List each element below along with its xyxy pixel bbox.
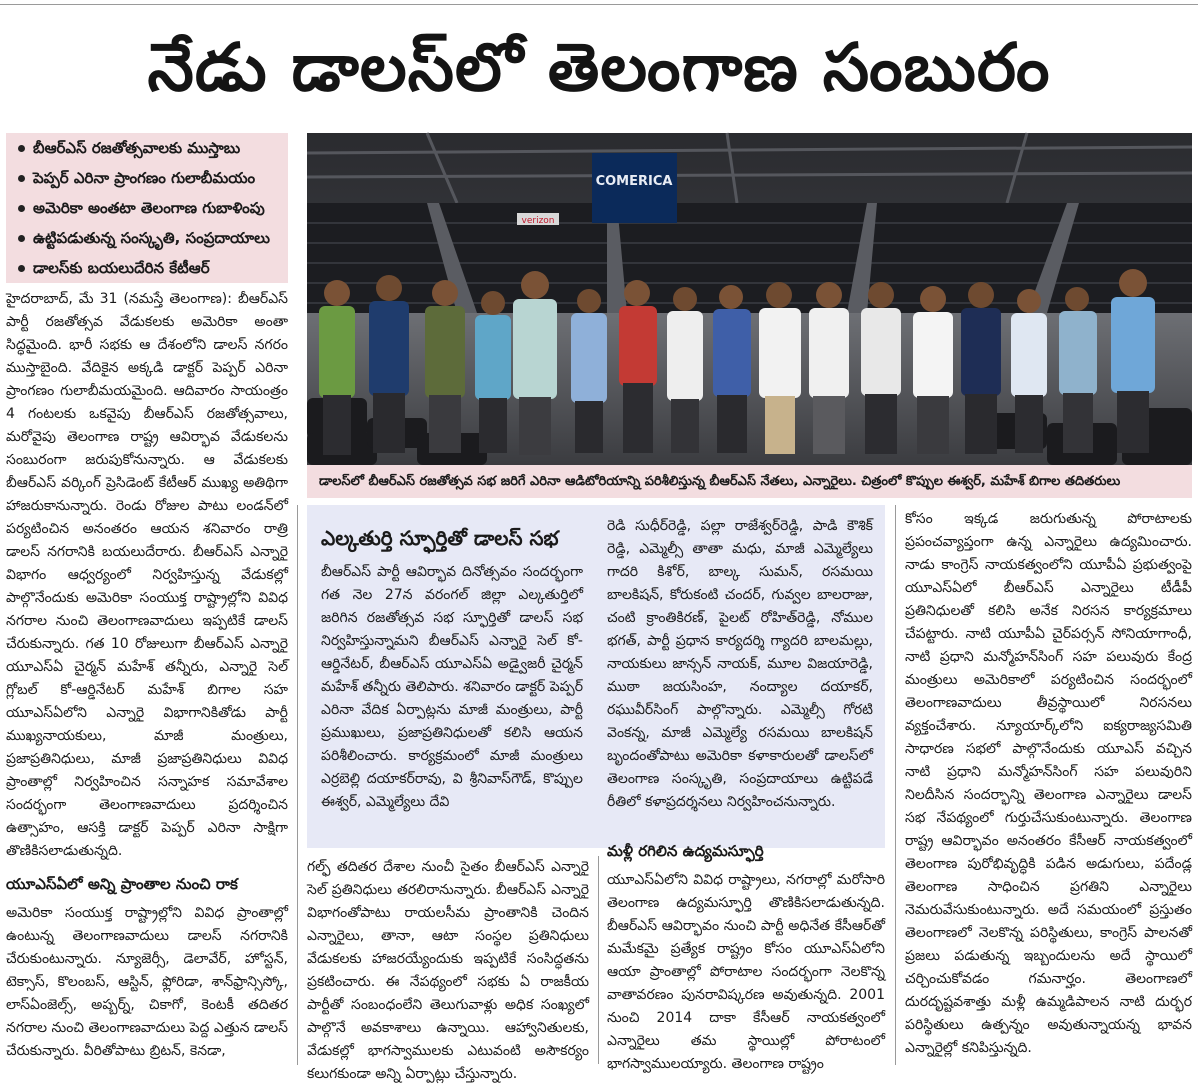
subheading: యూఎస్‌ఏలో అన్ని ప్రాంతాల నుంచి రాక [6,875,238,893]
column-divider [297,505,298,1065]
sponsor-sign: verizon [521,216,555,226]
column-1 [6,288,288,1064]
top-rule [0,4,1198,5]
box-column-left [321,561,583,841]
highlight-item [6,193,288,223]
box-column-right [607,515,873,810]
article-text: యూఎస్‌ఏలోని వివిధ రాష్ట్రాలు, నగరాల్లో మరోసారి తెలంగాణ ఉద్యమస్ఫూర్తి తొణికిసలాడుతున్నది. బీఆర్‌ఎస్ ఆవిర్భావం నుంచి పార్టీ అధినేత కేసీఆర్‌తో మమేకమై ప్రత్యేక రాష్ట్రం కోసం యూఎస్‌ఏలోని ఆయా ప్రాంతాల్లో పోరాటాల సందర్భంగా నెలకొన్న వాతావరణం పునరావిష్కరణ అవుతున్నది. 2001 నుంచి 2014 దాకా కేసీఆర్ నాయకత్వంలో ఎన్నారైలు తమ స్థాయిల్లో పోరాటంలో భాగస్వాములయ్యారు. తెలంగాణ రాష్ట్రం [607,872,885,1072]
news-photo [307,133,1192,465]
arena-sign: COMERICA [595,174,673,189]
article-text: గల్ఫ్ తదితర దేశాల నుంచీ సైతం బీఆర్‌ఎస్ ఎన్నారై సెల్ ప్రతినిధులు తరలిరానున్నారు. బీఆర్‌ఎస్ ఎన్నారై విభాగంతోపాటు రాయలసీమ ప్రాంతానికి చెందిన ఎన్నారైలు, తానా, ఆటా సంస్థల ప్రతినిధులు వేడుకలకు హాజరయ్యేందుకు ఇప్పటికే సంసిద్ధతను ప్రకటించారు. ఈ నేపథ్యంలో సభకు ఏ రాజకీయ పార్టీతో సంబంధంలేని తెలుగువాళ్లు అధిక సంఖ్యలో పాల్గొనే అవకాశాలు ఉన్నాయి. ఆహ్వానితులకు, వేడుకల్లో భాగస్వాములకు ఎటువంటి అసౌకర్యం కలుగకుండా అన్ని ఏర్పాట్లు చేస్తున్నారు. [307,859,589,1082]
subheading: మళ్లీ రగిలిన ఉద్యమస్ఫూర్తి [607,842,764,860]
highlight-item [6,163,288,193]
people-group [319,269,1155,455]
highlight-item [6,223,288,253]
arena-group-photo-illustration [307,133,1192,465]
highlights-box [6,133,288,283]
article-text: కోసం ఇక్కడ జరుగుతున్న పోరాటాలకు ప్రపంచవ్యాప్తంగా ఉన్న ఎన్నారైలు ఉద్యమించారు. నాడు కాంగ్రెస్ నాయకత్వంలోని యూపీఏ ప్రభుత్వంపై యూఎస్‌ఏలో బీఆర్‌ఎస్ ఎన్నారైలు టీడీపీ ప్రతినిధులతో కలిసి అనేక నిరసన కార్యక్రమాలు చేపట్టారు. నాటి యూపీఏ చైర్‌పర్సన్ సోనియాగాంధీ, నాటి ప్రధాని మన్మోహన్‌సింగ్ సహ పలువురు కేంద్ర మంత్రులు అమెరికాలో పర్యటించిన సందర్భంలో తెలంగాణవాదులు తీవ్రస్థాయిలో నిరసనలు వ్యక్తంచేశారు. న్యూయార్క్‌లోని ఐక్యరాజ్యసమితి సాధారణ సభలో పాల్గొనేందుకు యూఎస్ వచ్చిన నాటి ప్రధాని మన్మోహన్‌సింగ్ సహ పలువురిని నిలదీసిన సందర్భాన్ని తెలంగాణ ఎన్నారైలు డాలస్ సభ నేపథ్యంలో గుర్తుచేసుకుంటున్నారు. తెలంగాణ రాష్ట్ర ఆవిర్భావం అనంతరం కేసీఆర్ నాయకత్వంలో తెలంగాణ పురోభివృద్ధికి పడిన అడుగులు, పదేండ్ల తెలంగాణ సాధించిన ప్రగతిని ఎన్నారైలు నెమరువేసుకుంటున్నారు. అదే సమయంలో ప్రస్తుతం తెలంగాణలో నెలకొన్న పరిస్థితులు, కాంగ్రెస్ పాలనతో ప్రజలు పడుతున్న ఇబ్బందులను అదే స్థాయిలో చర్చించుకోవడం గమనార్హం. తెలంగాణలో దురదృష్టవశాత్తు మళ్లీ ఉమ్మడిపాలన నాటి దుర్భర పరిస్థితులు ఉత్పన్నం అవుతున్నాయన్న భావన ఎన్నారైల్లో కనిపిస్తున్నది. [905,511,1192,1056]
bullet-icon [18,205,25,212]
photo-caption: డాలస్‌లో బీఆర్‌ఎస్ రజతోత్సవ సభ జరిగే ఎరినా ఆడిటోరియాన్ని పరిశీలిస్తున్న బీఆర్‌ఎస్ నేతలు, ఎన్నారైలు. చిత్రంలో కొప్పుల ఈశ్వర్, మహేశ్ బిగాల తదితరులు [307,465,1192,498]
highlight-item [6,253,288,283]
highlight-text: అమెరికా అంతటా తెలంగాణ గుబాళింపు [33,199,265,217]
column-2 [307,856,589,1082]
column-4 [905,508,1192,1064]
column-divider [895,505,896,1065]
highlight-item [6,133,288,163]
bullet-icon [18,265,25,272]
highlight-text: పెప్పర్ ఎరినా ప్రాంగణం గులాబీమయం [33,169,256,187]
column-3 [607,830,885,1072]
article-text: హైదరాబాద్, మే 31 (నమస్తే తెలంగాణ): బీఆర్‌ఎస్ పార్టీ రజతోత్సవ వేడుకలకు అమెరికా అంతా సిద్ధమైంది. భారీ సభకు ఆ దేశంలోని డాలస్ నగరం ముస్తాబైంది. వేదికైన అక్కడి డాక్టర్ పెప్పర్ ఎరినా ప్రాంగణం గులాబీమయమైంది. ఆదివారం సాయంత్రం 4 గంటలకు ఒకవైపు బీఆర్‌ఎస్ రజతోత్సవాలు, మరోవైపు తెలంగాణ రాష్ట్ర ఆవిర్భావ వేడుకలను సంబురంగా జరుపుకోనున్నారు. ఆ వేడుకలకు బీఆర్‌ఎస్ వర్కింగ్ ప్రెసిడెంట్ కేటీఆర్ ముఖ్య అతిథిగా హాజరుకానున్నారు. రెండు రోజుల పాటు లండన్‌లో పర్యటించిన అనంతరం ఆయన శనివారం రాత్రి డాలస్ నగరానికి బయలుదేరారు. బీఆర్‌ఎస్ ఎన్నారై విభాగం ఆధ్వర్యంలో నిర్వహిస్తున్న వేడుకల్లో పాల్గొనేందుకు అమెరికా సంయుక్త రాష్ట్రాల్లోని వివిధ నగరాల నుంచి తెలంగాణవాదులు ఇప్పటికే డాలస్ చేరుకున్నారు. గత 10 రోజులుగా బీఆర్‌ఎస్ ఎన్నారై యూఎస్‌ఏ చైర్మన్ మహేశ్ తన్నీరు, ఎన్నారై సెల్ గ్లోబల్ కో-ఆర్డినేటర్ మహేశ్ బిగాల సహ యూఎస్‌ఏలోని ఎన్నారై విభాగానికితోడు పార్టీ ముఖ్యనాయకులు, మాజీ మంత్రులు, ప్రజాప్రతినిధులు, మాజీ ప్రజాప్రతినిధులు వివిధ ప్రాంతాల్లో నిర్వహించిన సన్నాహక సమావేశాల సందర్భంగా తెలంగాణవాదులు ప్రదర్శించిన ఉత్సాహం, ఆసక్తి డాక్టర్ పెప్పర్ ఎరినా సాక్షిగా తొణికిసలాడుతున్నది. [6,291,288,859]
bullet-icon [18,175,25,182]
column-divider [598,856,599,1064]
boxed-story [307,505,885,848]
highlight-text: బీఆర్‌ఎస్ రజతోత్సవాలకు ముస్తాబు [33,139,241,157]
highlight-text: ఉట్టిపడుతున్న సంస్కృతి, సంప్రదాయాలు [33,229,270,247]
headline: నేడు డాలస్‌లో తెలంగాణ సంబురం [147,29,1051,106]
article-text: అమెరికా సంయుక్త రాష్ట్రాల్లోని వివిధ ప్రాంతాల్లో ఉంటున్న తెలంగాణవాదులు డాలస్ నగరానికి చేరుకుంటున్నారు. న్యూజెర్సీ, డెలావేర్, హోస్టన్, టెక్సాస్, కొలంబస్, ఆస్టిన్, ఫ్లోరిడా, శాన్‌ఫ్రాన్సిస్కో, లాస్‌ఏంజెల్స్, అప్బర్న్, చికాగో, కెంటకీ తదితర నగరాల నుంచి తెలంగాణవాదులు పెద్ద ఎత్తున డాలస్ చేరుకున్నారు. వీరితోపాటు బ్రిటన్, కెనడా, [6,905,288,1059]
box-text: బీఆర్‌ఎస్ పార్టీ ఆవిర్భావ దినోత్సవం సందర్భంగా గత నెల 27న వరంగల్ జిల్లా ఎల్కతుర్తిలో జరిగిన రజతోత్సవ సభ స్ఫూర్తితో డాలస్ సభ నిర్వహిస్తున్నామని బీఆర్‌ఎస్ ఎన్నారై సెల్ కో-ఆర్డినేటర్, బీఆర్‌ఎస్ యూఎస్‌ఏ అడ్వైజరీ చైర్మన్ మహేశ్ తన్నీరు తెలిపారు. శనివారం డాక్టర్ పెప్పర్ ఎరినా వేదిక ఏర్పాట్లను మాజీ మంత్రులు, పార్టీ ప్రముఖులు, ప్రజాప్రతినిధులతో కలిసి ఆయన పరిశీలించారు. కార్యక్రమంలో మాజీ మంత్రులు ఎర్రబెల్లి దయాకర్‌రావు, వి శ్రీనివాస్‌గౌడ్, కొప్పుల ఈశ్వర్, ఎమ్మెల్యేలు దేవి [321,564,583,810]
bullet-icon [18,235,25,242]
highlight-text: డాలస్‌కు బయలుదేరిన కేటీఆర్ [33,259,210,277]
box-text: రెడి సుధీర్‌రెడ్డి, పల్లా రాజేశ్వర్‌రెడ్డి, పాడి కౌశిక్ రెడ్డి, ఎమ్మెల్సీ తాతా మధు, మాజీ ఎమ్మెల్యేలు గాదరి కిశోర్, బాల్క సుమన్, రసమయి బాలకిషన్, కోరుకంటి చందర్, గువ్వల బాలరాజు, చంటి క్రాంతికిరణ్, పైలట్ రోహిత్‌రెడ్డి, నోముల భగత్, పార్టీ ప్రధాన కార్యదర్శి గ్యాదరి బాలమల్లు, నాయకులు జాన్సన్ నాయక్, మూల విజయారెడ్డి, ముఠా జయసింహ, నంద్యాల దయాకర్, రఘువీర్‌సింగ్ పాల్గొన్నారు. ఎమ్మెల్సీ గోరటి వెంకన్న, మాజీ ఎమ్మెల్యే రసమయి బాలకిషన్ బృందంతోపాటు అమెరికా కళాకారులతో డాలస్‌లో తెలంగాణ సంస్కృతి, సంప్రదాయాలు ఉట్టిపడే రీతిలో కళాప్రదర్శనలు నిర్వహించనున్నారు. [607,518,873,810]
bullet-icon [18,145,25,152]
box-title: ఎల్కతుర్తి స్ఫూర్తితో డాలస్ సభ [321,526,559,550]
